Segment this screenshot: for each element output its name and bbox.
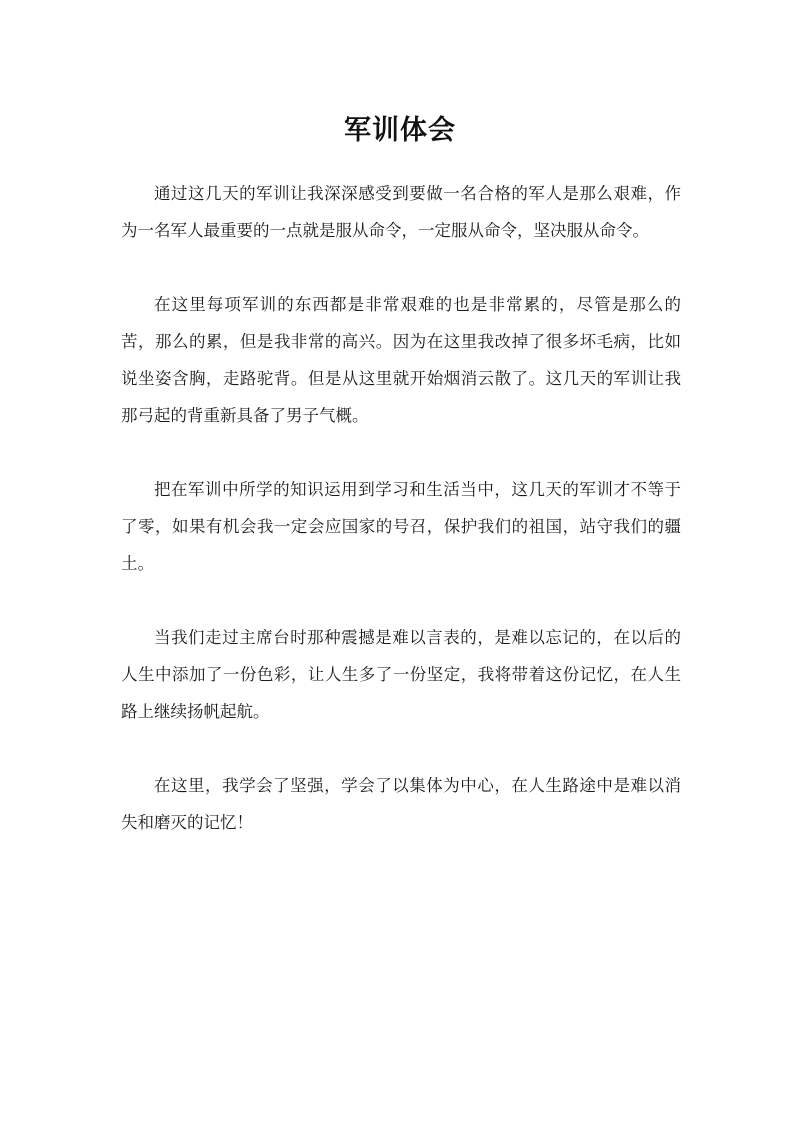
paragraph: 通过这几天的军训让我深深感受到要做一名合格的军人是那么艰难，作为一名军人最重要的一点就是服从命令，一定服从命令，坚决服从命令。 bbox=[121, 184, 681, 240]
paragraph: 在这里，我学会了坚强，学会了以集体为中心，在人生路途中是难以消失和磨灭的记忆！ bbox=[121, 776, 681, 832]
document-body bbox=[121, 175, 681, 878]
paragraph: 把在军训中所学的知识运用到学习和生活当中，这几天的军训才不等于了零，如果有机会我一定会应国家的号召，保护我们的祖国，站守我们的疆土。 bbox=[121, 480, 681, 573]
paragraph: 在这里每项军训的东西都是非常艰难的也是非常累的，尽管是那么的苦，那么的累，但是我非常的高兴。因为在这里我改掉了很多坏毛病，比如说坐姿含胸，走路驼背。但是从这里就开始烟消云散了。这几天的军训让我那弓起的背重新具备了男子气概。 bbox=[121, 295, 681, 425]
paragraph: 当我们走过主席台时那种震撼是难以言表的，是难以忘记的，在以后的人生中添加了一份色彩，让人生多了一份坚定，我将带着这份记忆，在人生路上继续扬帆起航。 bbox=[121, 628, 681, 721]
document-title: 军训体会 bbox=[344, 115, 456, 146]
